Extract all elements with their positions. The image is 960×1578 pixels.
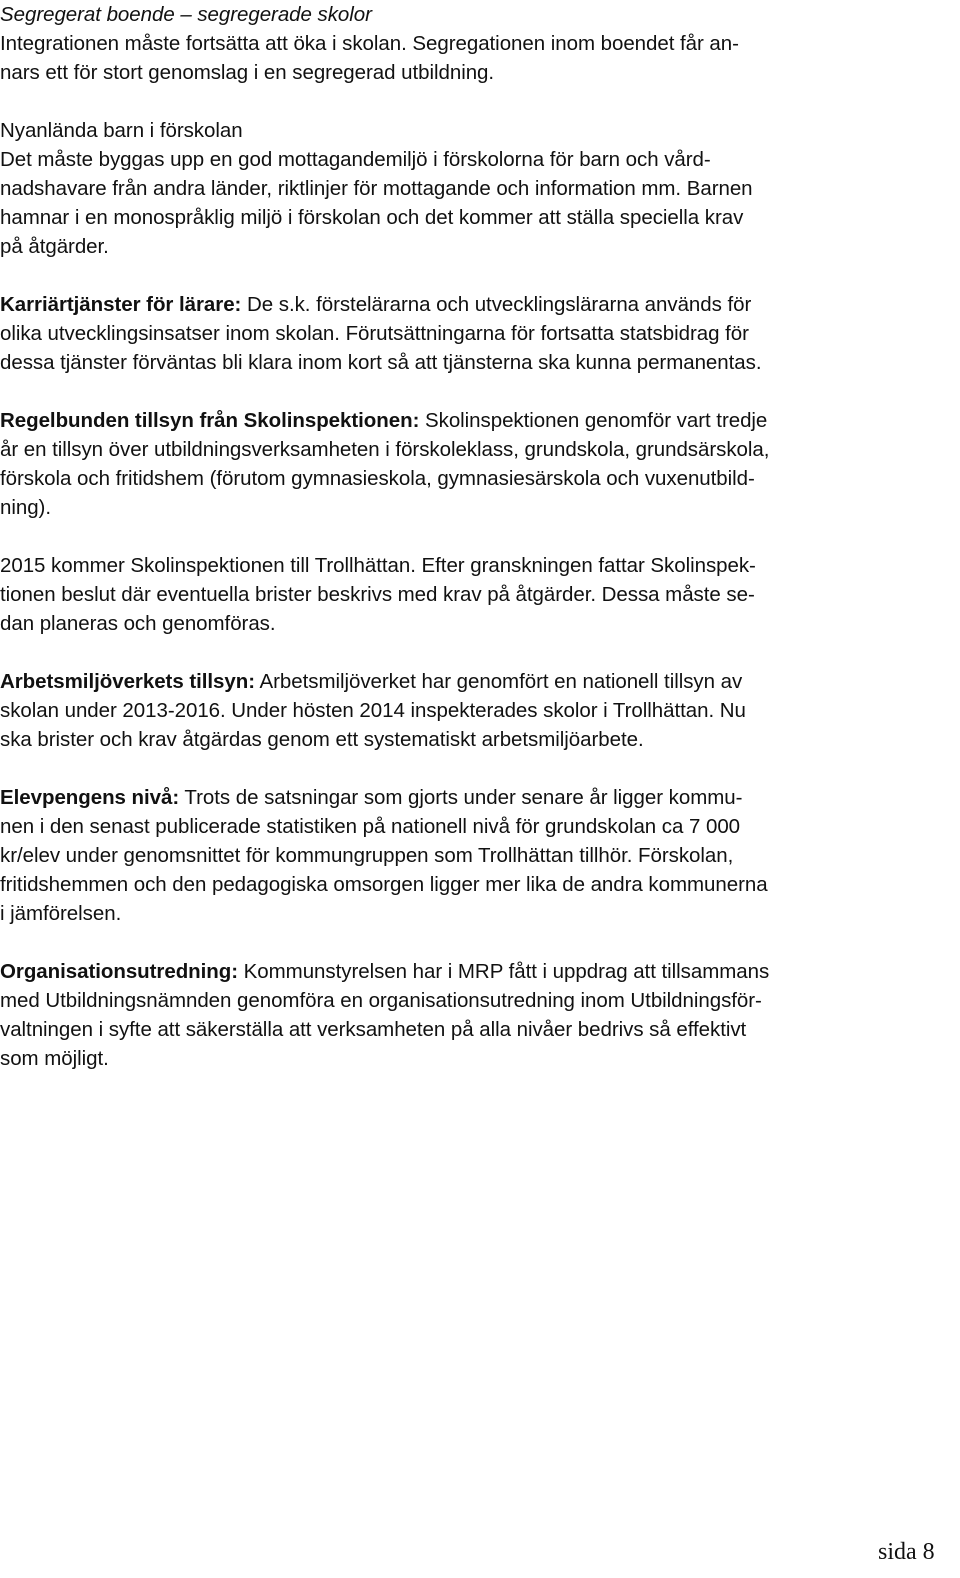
body-line: ska brister och krav åtgärdas genom ett systematiskt arbetsmiljöarbete.	[0, 728, 644, 751]
page-number: sida 8	[878, 1539, 935, 1565]
body-line: kr/elev under genomsnittet för kommungruppen som Trollhättan tillhör. Förskolan,	[0, 844, 734, 867]
paragraph-label: Organisationsutredning:	[0, 960, 239, 983]
paragraph-first-line	[0, 783, 958, 812]
paragraph-text: Arbetsmiljöverket har genomfört en nationell tillsyn av	[255, 670, 743, 693]
body-line: valtningen i syfte att säkerställa att verksamheten på alla nivåer bedrivs så effektivt	[0, 1018, 747, 1041]
body-line: olika utvecklingsinsatser inom skolan. Förutsättningarna för fortsatta statsbidrag för	[0, 322, 749, 345]
body-line: nen i den senast publicerade statistiken på nationell nivå för grundskolan ca 7 000	[0, 815, 741, 838]
body-line: fritidshemmen och den pedagogiska omsorgen ligger mer lika de andra kommunerna	[0, 873, 768, 896]
section-student-funding	[0, 783, 958, 928]
section-organization	[0, 957, 958, 1073]
body-line: ning).	[0, 496, 51, 519]
paragraph-label: Regelbunden tillsyn från Skolinspektionen:	[0, 409, 420, 432]
paragraph-first-line	[0, 290, 958, 319]
body-line: med Utbildningsnämnden genomföra en organisationsutredning inom Utbildningsför-	[0, 989, 762, 1012]
section-inspection	[0, 406, 958, 522]
paragraph-text: Trots de satsningar som gjorts under senare år ligger kommu-	[179, 786, 743, 809]
body-line: Det måste byggas upp en god mottagandemiljö i förskolorna för barn och vård-	[0, 148, 711, 171]
paragraph-label: Arbetsmiljöverkets tillsyn:	[0, 670, 255, 693]
body-line: hamnar i en monospråklig miljö i förskolan och det kommer att ställa speciella krav	[0, 206, 744, 229]
body-line: Integrationen måste fortsätta att öka i skolan. Segregationen inom boendet får an-	[0, 32, 739, 55]
section-heading: Segregerat boende – segregerade skolor	[0, 3, 372, 26]
body-line: nars ett för stort genomslag i en segregerad utbildning.	[0, 61, 495, 84]
body-line: nadshavare från andra länder, riktlinjer för mottagande och information mm. Barnen	[0, 177, 753, 200]
body-line: år en tillsyn över utbildningsverksamheten i förskoleklass, grundskola, grundsärskola,	[0, 438, 770, 461]
paragraph-label: Karriärtjänster för lärare:	[0, 293, 242, 316]
body-line: skolan under 2013-2016. Under hösten 2014 inspekterades skolor i Trollhättan. Nu	[0, 699, 746, 722]
body-line: förskola och fritidshem (förutom gymnasieskola, gymnasiesärskola och vuxenutbild-	[0, 467, 755, 490]
body-line: dan planeras och genomföras.	[0, 612, 276, 635]
body-line: på åtgärder.	[0, 235, 109, 258]
section-career	[0, 290, 958, 377]
paragraph-text: Kommunstyrelsen har i MRP fått i uppdrag att tillsammans	[238, 960, 770, 983]
body-line: i jämförelsen.	[0, 902, 122, 925]
body-line: 2015 kommer Skolinspektionen till Trollhättan. Efter granskningen fattar Skolinspek-	[0, 554, 756, 577]
section-heading: Nyanlända barn i förskolan	[0, 119, 243, 142]
paragraph-first-line	[0, 957, 958, 986]
body-line: tionen beslut där eventuella brister beskrivs med krav på åtgärder. Dessa måste se-	[0, 583, 755, 606]
section-segregation	[0, 0, 958, 87]
section-work-environment	[0, 667, 958, 754]
paragraph-text: Skolinspektionen genomför vart tredje	[419, 409, 768, 432]
body-line: som möjligt.	[0, 1047, 109, 1070]
paragraph-first-line	[0, 406, 958, 435]
paragraph-text: De s.k. förstelärarna och utvecklingslärarna används för	[241, 293, 752, 316]
paragraph-label: Elevpengens nivå:	[0, 786, 180, 809]
section-inspection-2015	[0, 551, 958, 638]
paragraph-first-line	[0, 667, 958, 696]
body-line: dessa tjänster förväntas bli klara inom kort så att tjänsterna ska kunna permanentas.	[0, 351, 762, 374]
section-newcomers	[0, 116, 958, 261]
